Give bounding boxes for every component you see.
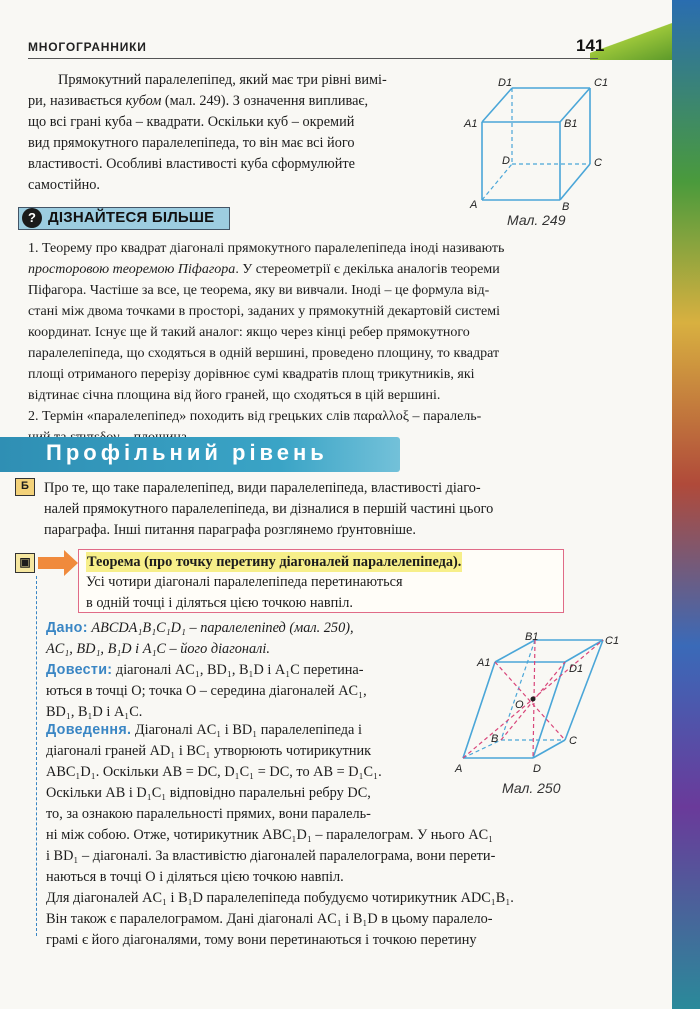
lm-line-6: паралелепіпеда, що сходяться в одній вершині, проведено площину, то квадрат [28, 346, 500, 361]
proof-line-2: діагоналі граней AD₁ і BC₁ утворюють чотирикутник [46, 743, 372, 759]
cube-term: кубом [125, 93, 162, 109]
intro-line-2: налей прямокутного паралелепіпеда, ви дізналися в першій частині цього [44, 501, 494, 517]
lm-line-3: Піфагора. Частіше за все, це теорема, яку ви вивчали. Іноді – це формула від- [28, 283, 490, 298]
label-d: D [533, 763, 541, 775]
lm-line-5: координат. Існує ще й такий аналог: якщо через кінці ребер прямокутного [28, 325, 470, 340]
edge-ad-hidden [482, 164, 512, 200]
book-edge-decoration [672, 0, 700, 1009]
edge-b1c1 [560, 88, 590, 122]
page-number: 141 [576, 36, 605, 55]
label-b1: B1 [525, 631, 539, 643]
cube-paragraph [28, 70, 458, 196]
figure-250-caption: Мал. 250 [502, 780, 561, 796]
theorem-line-1: Усі чотири діагоналі паралелепіпеда перетинаються [86, 574, 403, 590]
prove-line-3: BD₁, B₁D і A₁C. [46, 704, 143, 720]
cube-line-2a: ри, називається [28, 93, 126, 109]
label-d1: D1 [498, 77, 513, 89]
theorem-line-2: в одній точці і діляться цією точкою навпіл. [86, 595, 353, 611]
cube-line-2c: (мал. 249). З означення випливає, [161, 93, 369, 109]
point-o [531, 697, 536, 702]
proof-line-8: наються в точці O і діляться цією точкою навпіл. [46, 869, 344, 885]
orange-arrow-icon [38, 550, 78, 576]
label-b: B [562, 201, 570, 213]
cube-line-3: що всі грані куба – квадрати. Оскільки куб – окремий [28, 114, 355, 130]
prove-line-2: ються в точці O; точка O – середина діагоналей AC₁, [46, 683, 367, 699]
proof-line-1: Діагоналі AC₁ і BD₁ паралелепіпеда і [131, 722, 362, 738]
lm-line-8: відтинає січна площина від його граней, що сходяться в цій вершині. [28, 388, 441, 403]
intro-line-1: Про те, що таке паралелепіпед, види паралелепіпеда, властивості діаго- [44, 480, 481, 496]
profile-level-title: Профільний рівень [46, 440, 328, 465]
label-a1: A1 [464, 118, 478, 130]
label-a1: A1 [477, 657, 491, 669]
cube-line-5: властивості. Особливі властивості куба сформулюйте [28, 156, 355, 172]
intro-line-3: параграфа. Інші питання параграфа розглянемо ґрунтовніше. [44, 522, 416, 538]
label-c: C [569, 735, 577, 747]
proof-line-9: Для діагоналей AC₁ і B₁D паралелепіпеда побудуємо чотирикутник ADC₁B₁. [46, 890, 514, 906]
given-label: Дано: [46, 620, 88, 636]
label-o: O [515, 699, 524, 711]
figure-250-parallelepiped [455, 631, 620, 777]
figure-249-cube [460, 74, 620, 214]
label-a: A [455, 763, 463, 775]
edge-a1d1 [482, 88, 512, 122]
proof-line-6: ні між собою. Отже, чотирикутник ABC₁D₁ – паралелограм. У нього AC₁ [46, 827, 494, 843]
proof-block-wide [46, 825, 612, 951]
theorem-icon: ▣ [15, 553, 35, 573]
proof-line-7: і BD₁ – діагоналі. За властивістю діагоналей паралелограма, вони перети- [46, 848, 496, 864]
given-line-2: AC₁, BD₁, B₁D і A₁C – його діагоналі. [46, 641, 270, 657]
cube-line-1: Прямокутний паралелепіпед, який має три рівні вимі- [58, 72, 387, 88]
label-c1: C1 [594, 77, 609, 89]
cube-line-6: самостійно. [28, 177, 101, 193]
header-rule [28, 58, 598, 59]
lm-line-9: 2. Термін «паралелепіпед» походить від грецьких слів παραλλοξ – паралель- [28, 409, 482, 424]
label-c1: C1 [605, 635, 620, 647]
learn-more-paragraph-1 [28, 238, 608, 448]
edge-d1c1 [565, 640, 603, 662]
edge-a1b1 [495, 640, 535, 662]
proof-line-5: то, за ознакою паралельності прямих, вони паралель- [46, 806, 371, 822]
proof-line-4: Оскільки AB і D₁C₁ відповідно паралельні ребру DC, [46, 785, 371, 801]
label-a: A [470, 199, 478, 211]
label-d1: D1 [569, 663, 584, 675]
label-c: C [594, 157, 602, 169]
prove-line-1: діагоналі AC₁, BD₁, B₁D і A₁C перетина- [112, 662, 364, 678]
lm-line-1: 1. Теорему про квадрат діагоналі прямокутного паралелепіпеда іноді називають [28, 241, 505, 256]
intro-paragraph [44, 478, 610, 541]
learn-more-icon: ? [22, 208, 42, 228]
edge-c1c [565, 640, 603, 740]
given-block [46, 618, 446, 660]
proof-line-11: грамі є його діагоналями, тому вони перетинаються і точкою перетину [46, 932, 477, 948]
lm-line-2b: . У стереометрії є декілька аналогів теореми [235, 262, 500, 277]
figure-249-caption: Мал. 249 [507, 212, 566, 228]
lm-line-4: стані між двома точками в просторі, заданих у прямокутній декартовій системі [28, 304, 500, 319]
proof-label: Доведення. [46, 722, 132, 738]
proof-line-3: ABC₁D₁. Оскільки AB = DC, D₁C₁ = DC, то AB = D₁C₁. [46, 764, 382, 780]
proof-block-narrow [46, 720, 446, 825]
prove-label: Довести: [46, 662, 113, 678]
label-d: D [502, 155, 510, 167]
theorem-statement [86, 572, 556, 614]
prove-block [46, 660, 446, 723]
lm-line-7: площі отриманого перерізу дорівнює сумі квадратів площ трикутників, які [28, 367, 475, 382]
given-line-1: ABCDA₁B₁C₁D₁ – паралелепіпед (мал. 250), [87, 620, 354, 636]
proof-line-10: Він також є паралелограмом. Дані діагоналі AC₁ і B₁D в цьому паралело- [46, 911, 493, 927]
learn-more-title: ДІЗНАЙТЕСЯ БІЛЬШЕ [48, 209, 215, 226]
running-header: МНОГОГРАННИКИ [28, 40, 147, 54]
cube-line-4: вид прямокутного паралелепіпеда, то він має всі його [28, 135, 355, 151]
proof-margin-line [36, 576, 37, 936]
edge-bc [560, 164, 590, 200]
label-b: B [491, 733, 499, 745]
label-b1: B1 [564, 118, 578, 130]
book-icon: Б [15, 478, 35, 496]
pythagoras-term: просторовою теоремою Піфагора [28, 262, 236, 277]
theorem-title: Теорема (про точку перетину діагоналей паралелепіпеда). [87, 554, 462, 570]
